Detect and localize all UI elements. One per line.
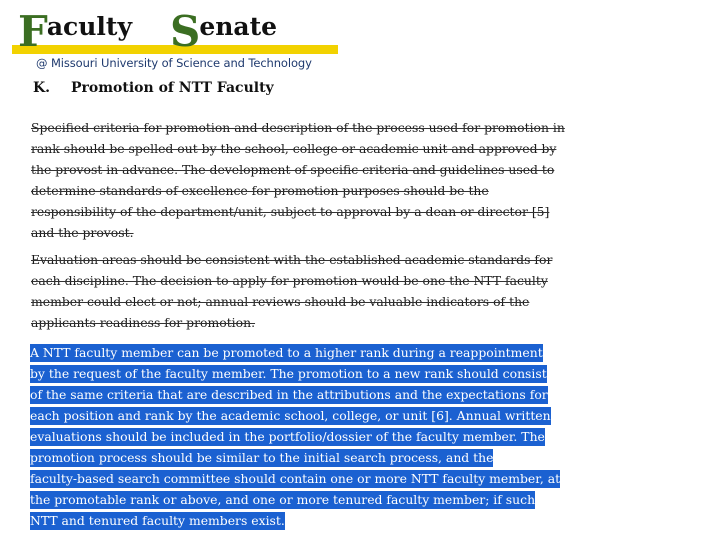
- logo-word-senate: Senate: [170, 7, 278, 56]
- paragraph-promotion-criteria: [31, 117, 565, 243]
- text-line: responsibility of the department/unit, subject to approval by a dean or director [5]: [31, 204, 550, 219]
- text-line: Specified criteria for promotion and description of the process used for promotion in: [31, 120, 565, 135]
- selected-text-line[interactable]: evaluations should be included in the portfolio/dossier of the faculty member. The: [30, 429, 545, 444]
- section-number: K.: [33, 80, 51, 96]
- text-line: each discipline. The decision to apply for promotion would be one the NTT faculty: [31, 273, 548, 288]
- text-line: the provost in advance. The development of specific criteria and guidelines used to: [31, 162, 555, 177]
- section-title: Promotion of NTT Faculty: [71, 80, 274, 96]
- institution-subtitle: @ Missouri University of Science and Technology: [36, 56, 312, 70]
- selected-text-line[interactable]: the promotable rank or above, and one or more tenured faculty member; if such: [30, 492, 536, 507]
- section-heading: [33, 80, 274, 96]
- paragraph-evaluation-areas: [31, 249, 552, 333]
- text-line: member could elect or not; annual reviews should be valuable indicators of the: [31, 294, 530, 309]
- selected-text-line[interactable]: faculty-based search committee should contain one or more NTT faculty member, at: [30, 471, 561, 486]
- selected-text-line[interactable]: of the same criteria that are described in the attributions and the expectations for: [30, 387, 548, 402]
- selected-text-line[interactable]: NTT and tenured faculty members exist.: [30, 513, 285, 528]
- paragraph-promotion-process-selected[interactable]: [30, 342, 560, 531]
- text-line: applicants readiness for promotion.: [31, 315, 256, 330]
- text-line: and the provost.: [31, 225, 134, 240]
- selected-text-line[interactable]: promotion process should be similar to the initial search process, and the: [30, 450, 494, 465]
- text-line: determine standards of excellence for promotion purposes should be the: [31, 183, 489, 198]
- selected-text-line[interactable]: each position and rank by the academic school, college, or unit [6]. Annual written: [30, 408, 551, 423]
- selected-text-line[interactable]: A NTT faculty member can be promoted to a higher rank during a reappointment: [30, 345, 543, 360]
- selected-text-line[interactable]: by the request of the faculty member. The promotion to a new rank should consist: [30, 366, 547, 381]
- logo-word-faculty: Faculty: [18, 7, 132, 56]
- text-line: rank should be spelled out by the school, college or academic unit and approved by: [31, 141, 557, 156]
- faculty-senate-logo: [12, 7, 338, 56]
- text-line: Evaluation areas should be consistent with the established academic standards for: [31, 252, 553, 267]
